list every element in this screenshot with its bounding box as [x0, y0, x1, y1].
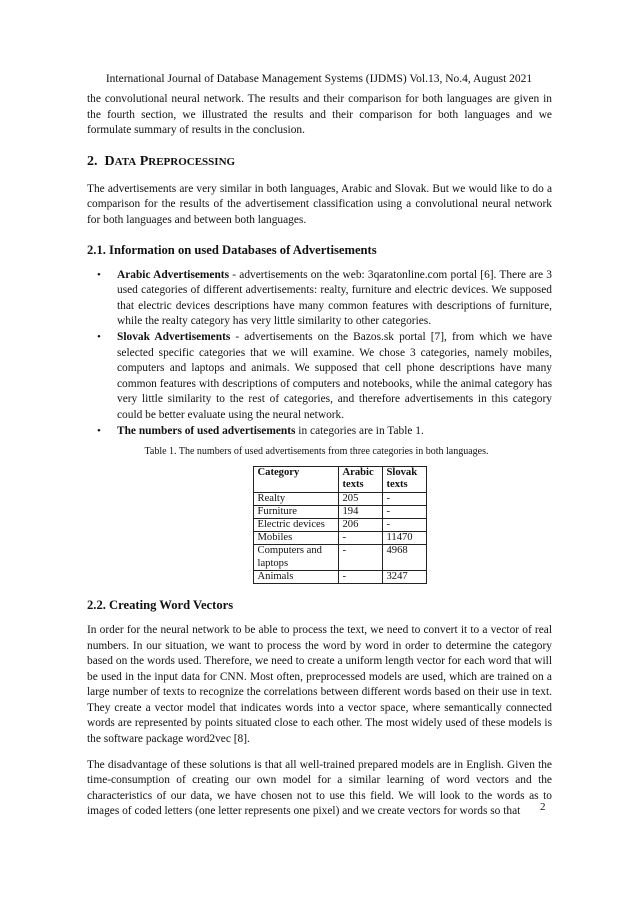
- table-row: [253, 492, 426, 505]
- running-header: International Journal of Database Management Systems (IJDMS) Vol.13, No.4, August 2021: [105, 73, 533, 85]
- bullet-item-numbers: [87, 424, 552, 440]
- table-cell: Realty: [253, 492, 338, 505]
- bullet-bold-label: Arabic Advertisements: [117, 268, 230, 281]
- section-2-1-heading: 2.1. Information on used Databases of Advertisements: [87, 242, 377, 257]
- section-2-title-word1: DATA: [104, 153, 137, 169]
- table-cell: -: [382, 492, 426, 505]
- table-row: [253, 545, 426, 570]
- advertisements-table: [253, 466, 427, 584]
- table-row: [253, 532, 426, 545]
- section-2-paragraph: The advertisements are very similar in both languages, Arabic and Slovak. But we would like to do a comparison for the results of the advertisement classification using a convolutional neural network for both languages and between both languages.: [87, 182, 552, 226]
- page-number: 2: [540, 801, 546, 813]
- table-caption: Table 1. The numbers of used advertisements from three categories in both languages.: [144, 446, 489, 458]
- table-header-cell: Arabic texts: [338, 467, 382, 492]
- table-header-row: [253, 467, 426, 492]
- table-cell: 194: [338, 505, 382, 518]
- table-cell: Mobiles: [253, 532, 338, 545]
- section-2-2-heading: 2.2. Creating Word Vectors: [87, 597, 234, 612]
- table-cell: Furniture: [253, 505, 338, 518]
- table-header-cell: Category: [253, 467, 338, 492]
- bullet-text: - advertisements on the web: 3qaratonline.com portal [6]. There are 3 used categories of different advertisements: realty, furniture and electric devices. We supposed that electric devices descriptions have many common features with descriptions of furniture, while the realty category has very little similarity to other categories.: [117, 268, 552, 328]
- bullet-text: in categories are in Table 1.: [295, 424, 424, 437]
- bullet-icon: •: [97, 424, 101, 437]
- table-cell: 3247: [382, 570, 426, 583]
- section-2-number: 2.: [87, 153, 98, 169]
- section-2-2-paragraph-2: The disadvantage of these solutions is that all well-trained prepared models are in English. Given the time-consumption of creating our own model for a similar learning of word vectors and the characteristics of our data, we have chosen not to use this field. We will look to the words as to images of coded letters (one letter represents one pixel) and we create vectors for words so that: [87, 758, 552, 818]
- bullet-bold-label: Slovak Advertisements: [117, 330, 231, 343]
- bullet-icon: •: [97, 268, 101, 281]
- table-cell: -: [338, 532, 382, 545]
- table-cell: Electric devices: [253, 518, 338, 531]
- databases-bullet-list: [87, 268, 552, 440]
- table-row: [253, 570, 426, 583]
- section-2-title-word2: PREPROCESSING: [139, 153, 236, 169]
- bullet-text: - advertisements on the Bazos.sk portal [7], from which we have selected specific categories that we will examine. We chose 3 categories, namely mobiles, computers and laptops and animals. We supposed that cell phone descriptions have many common features with descriptions of computers and notebooks, while the animal category has very little similarity to the rest of categories, and therefore advertisements in this category could be better evaluate using the neural network.: [117, 330, 552, 421]
- table-row: [253, 505, 426, 518]
- page-content: [87, 92, 552, 820]
- bullet-icon: •: [97, 330, 101, 343]
- table-cell: 206: [338, 518, 382, 531]
- table-cell: 205: [338, 492, 382, 505]
- table-header-cell: Slovak texts: [382, 467, 426, 492]
- table-cell: -: [382, 518, 426, 531]
- section-2-heading: [87, 154, 552, 170]
- table-cell: 11470: [382, 532, 426, 545]
- section-2-2-paragraph-1: In order for the neural network to be able to process the text, we need to convert it to a vector of real numbers. In our situation, we want to process the word by word in order to determine the category based on the words used. Therefore, we need to create a uniform length vector for each word that will be used in the input data for CNN. Most often, preprocessed models are used, which are trained on a large number of texts to recognize the correlations between different words based on their use in text. They create a vector model that indicates words into a vector space, where semantically connected words are represented by points situated close to each other. The most widely used of these models is the software package word2vec [8].: [87, 623, 552, 746]
- table-cell: 4968: [382, 545, 426, 570]
- table-cell: Animals: [253, 570, 338, 583]
- table-cell: Computers and laptops: [253, 545, 338, 570]
- bullet-bold-label: The numbers of used advertisements: [117, 424, 296, 437]
- table-cell: -: [382, 505, 426, 518]
- table-row: [253, 518, 426, 531]
- intro-paragraph: the convolutional neural network. The results and their comparison for both languages are given in the fourth section, we illustrated the results and their comparison for both languages and we formulate summary of results in the conclusion.: [87, 93, 552, 137]
- bullet-item-arabic: [87, 268, 552, 330]
- bullet-item-slovak: [87, 330, 552, 424]
- table-cell: -: [338, 570, 382, 583]
- table-cell: -: [338, 545, 382, 570]
